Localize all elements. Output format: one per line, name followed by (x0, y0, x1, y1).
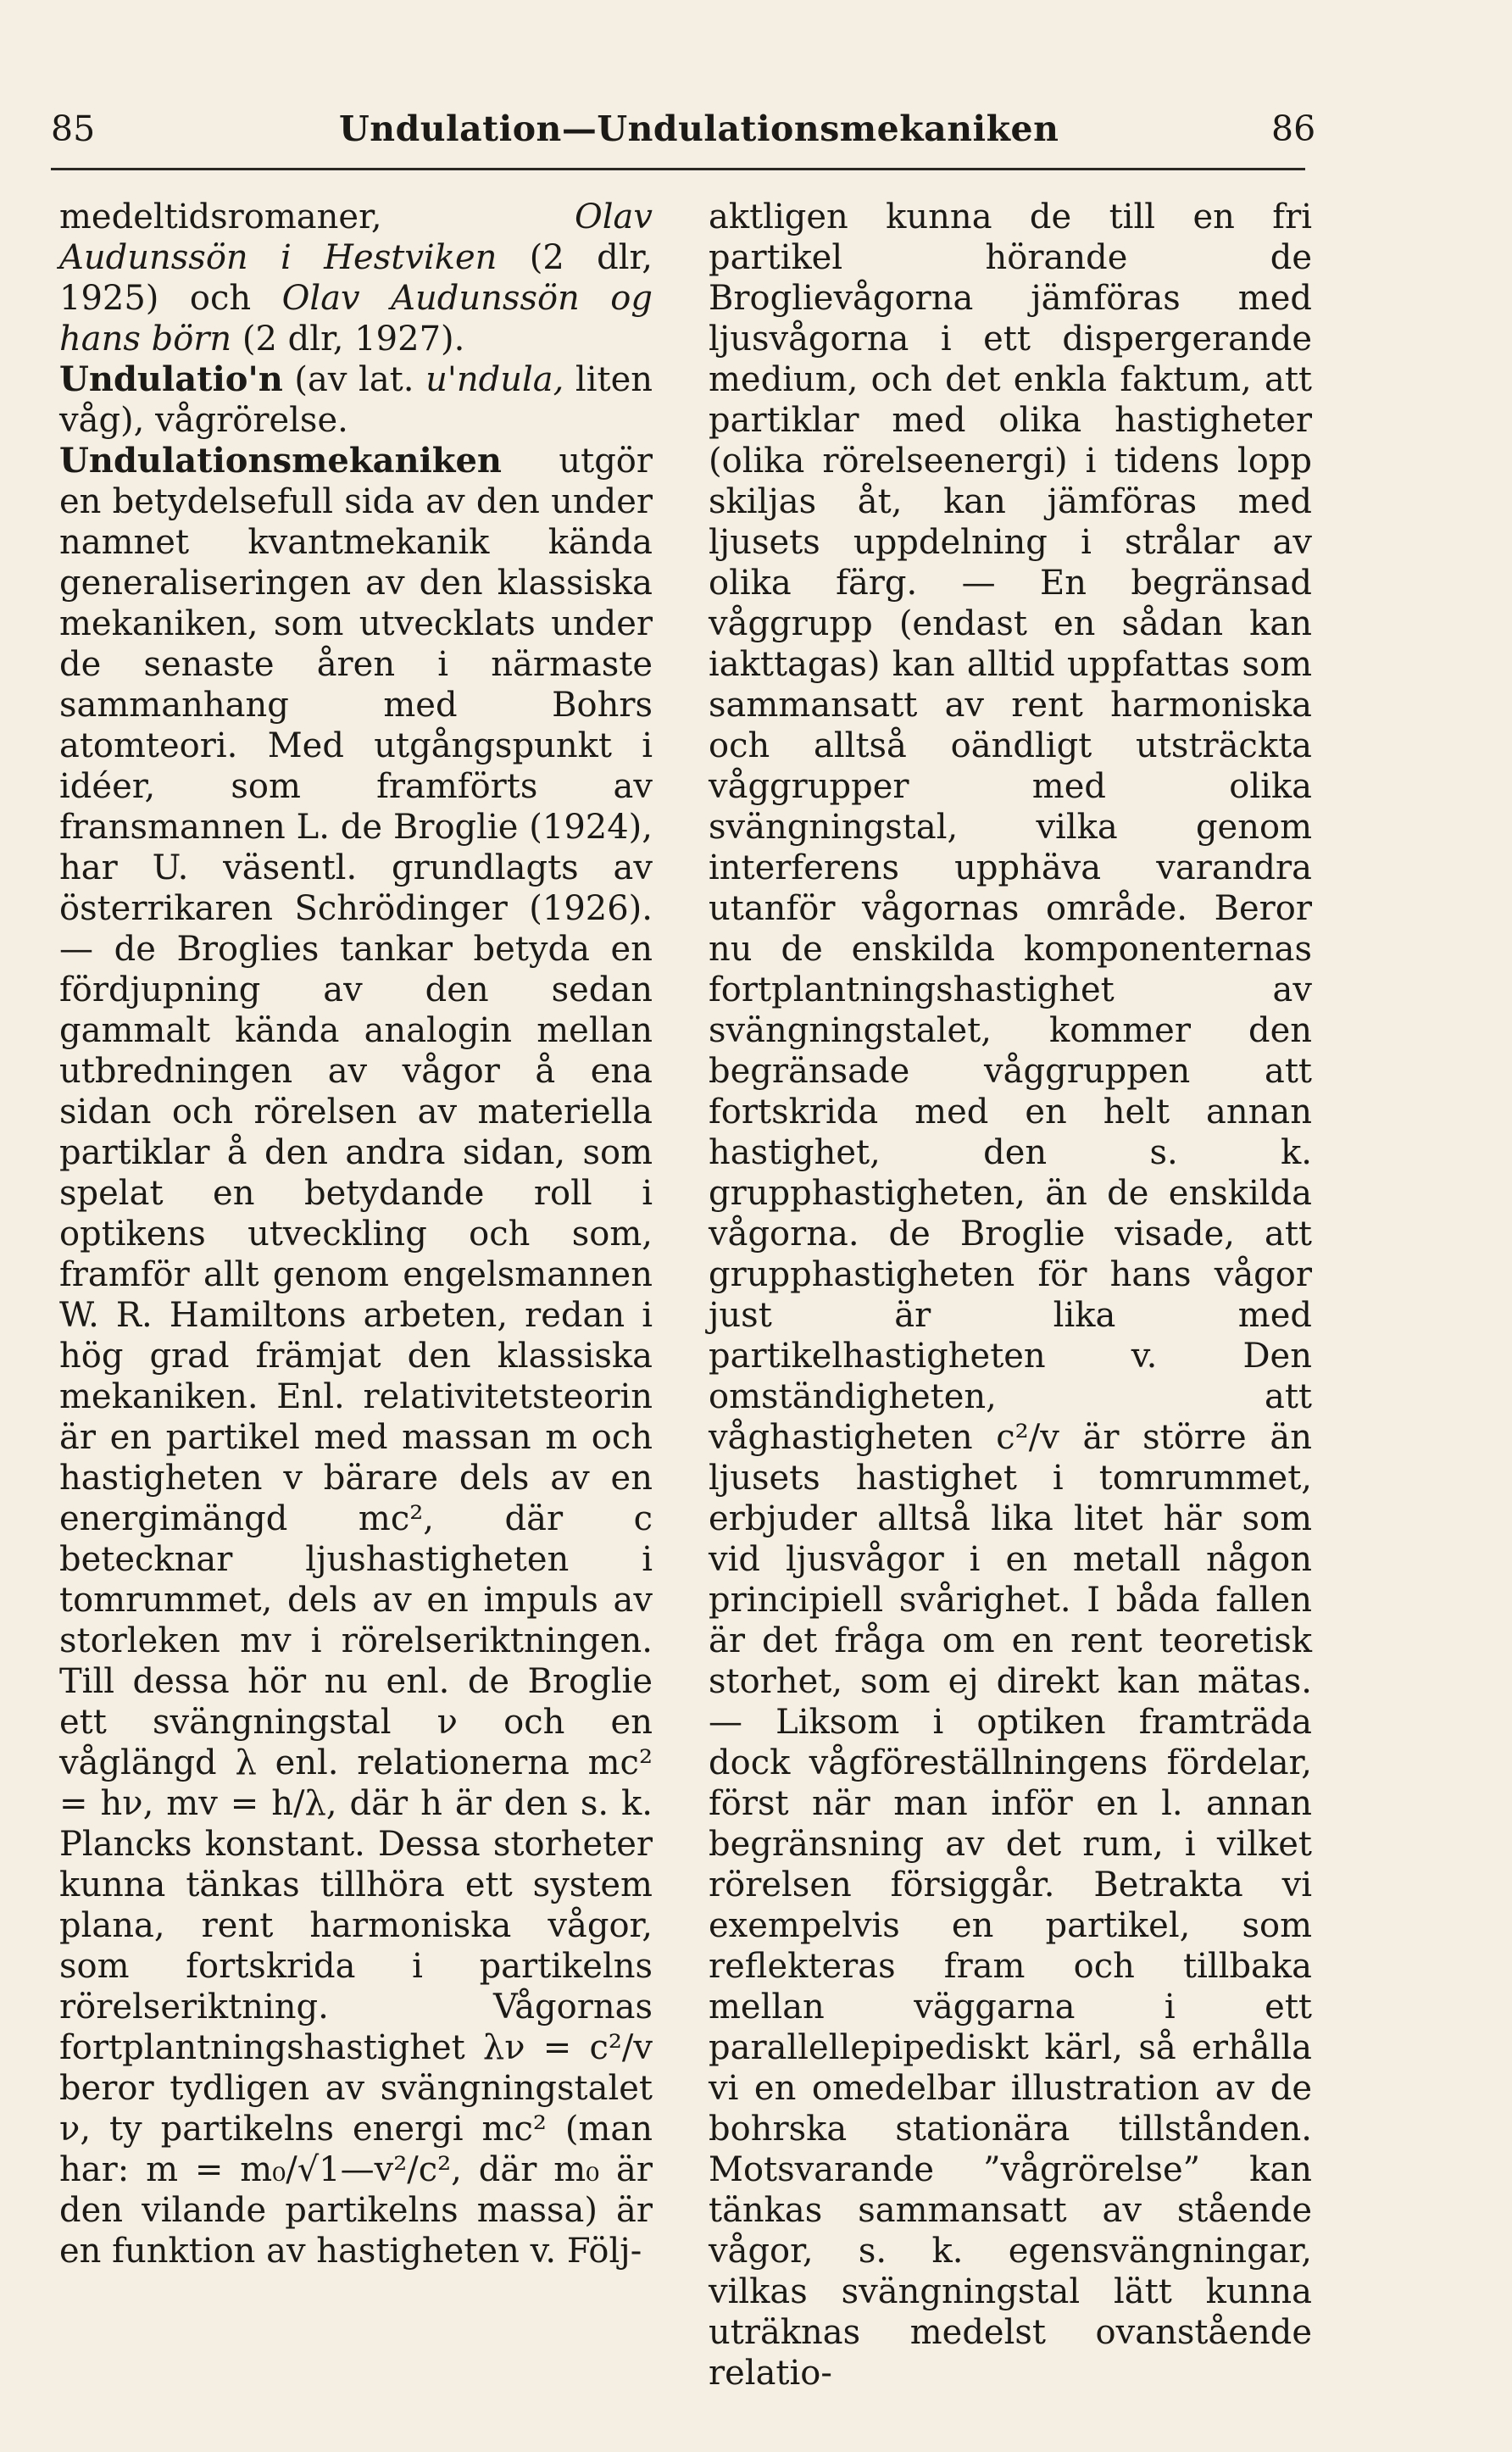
headword: Undulationsmekaniken (59, 441, 503, 481)
running-title: Undulation—Undulationsmekaniken (339, 108, 1059, 149)
headword: Undulatio'n (59, 359, 283, 399)
book-title: Olav Audunssön i Hestviken (59, 197, 653, 277)
left-column (59, 197, 653, 2271)
text-run: (2 dlr, 1925) och (59, 238, 653, 318)
header-rule (51, 168, 1305, 170)
entry-continuation (59, 197, 653, 359)
entry-body: utgör en betydelsefull sida av den under namnet kvantmekanik kända generaliseringen av den klassiska mekaniken, som utvecklats under de senaste åren i närmaste sammanhang med Bohrs atomteori. Med utgångspunkt i idéer, som framförts av fransmannen L. de Broglie (1924), har U. väsentl. grundlagts av österrikaren Schrödinger (1926). — de Broglies tankar betyda en fördjupning av den sedan gammalt kända analogin mellan utbredningen av vågor å ena sidan och rörelsen av materiella partiklar å den andra sidan, som spelat en betydande roll i optikens utveckling och som, framför allt genom engelsmannen W. R. Hamiltons arbeten, redan i hög grad främjat den klassiska mekaniken. Enl. relativitetsteorin är en partikel med massan m och hastigheten v bärare dels av en energimängd mc², där c betecknar ljushastigheten i tomrummet, dels av en impuls av storleken mv i rörelseriktningen. Till dessa hör nu enl. de Broglie ett svängningstal ν och en våglängd λ enl. relationerna mc² = hν, mv = h/λ, där h är den s. k. Plancks konstant. Dessa storheter kunna tänkas tillhöra ett system plana, rent harmoniska vågor, som fortskrida i partikelns rörelseriktning. Vågornas fortplantningshastighet λν = c²/v beror tydligen av svängningstalet ν, ty partikelns energi mc² (man har: m = m₀/√1—v²/c², där m₀ är den vilande partikelns massa) är en funktion av hastigheten v. Följ- (59, 442, 653, 2271)
right-column (709, 197, 1312, 2394)
text-run: liten våg), vågrörelse. (59, 360, 653, 440)
book-title: Olav Audunssön og hans börn (59, 279, 653, 359)
text-run: (2 dlr, 1927). (231, 320, 465, 359)
text-run: medeltidsromaner, (59, 197, 575, 236)
entry-undulation (59, 359, 653, 441)
running-header (51, 108, 1316, 159)
entry-undulationsmekaniken (59, 441, 653, 2271)
page-number-right: 86 (1271, 108, 1316, 149)
page-number-left: 85 (51, 108, 96, 149)
etymology: u'ndula, (425, 360, 564, 399)
entry-body-continued: aktligen kunna de till en fri partikel hörande de Broglievågorna jämföras med ljusvågorna i ett dispergerande medium, och det enkla faktum, att partiklar med olika hastigheter (olika rörelseenergi) i tidens lopp skiljas åt, kan jämföras med ljusets uppdelning i strålar av olika färg. — En begränsad våggrupp (endast en sådan kan iakttagas) kan alltid uppfattas som sammansatt av rent harmoniska och alltså oändligt utsträckta våggrupper med olika svängningstal, vilka genom interferens upphäva varandra utanför vågornas område. Beror nu de enskilda komponenternas fortplantningshastighet av svängningstalet, kommer den begränsade våggruppen att fortskrida med en helt annan hastighet, den s. k. grupphastigheten, än de enskilda vågorna. de Broglie visade, att grupphastigheten för hans vågor just är lika med partikelhastigheten v. Den omständigheten, att våghastigheten c²/v är större än ljusets hastighet i tomrummet, erbjuder alltså lika litet här som vid ljusvågor i en metall någon principiell svårighet. I båda fallen är det fråga om en rent teoretisk storhet, som ej direkt kan mätas. — Liksom i optiken framträda dock vågföreställningens fördelar, först när man inför en l. annan begränsning av det rum, i vilket rörelsen försiggår. Betrakta vi exempelvis en partikel, som reflekteras fram och tillbaka mellan väggarna i ett parallellepipediskt kärl, så erhålla vi en omedelbar illustration av de bohrska stationära tillstånden. Motsvarande ”vågrörelse” kan tänkas sammansatt av stående vågor, s. k. egensvängningar, vilkas svängningstal lätt kunna uträknas medelst ovanstående relatio- (709, 197, 1312, 2393)
text-run: (av lat. (282, 360, 426, 399)
